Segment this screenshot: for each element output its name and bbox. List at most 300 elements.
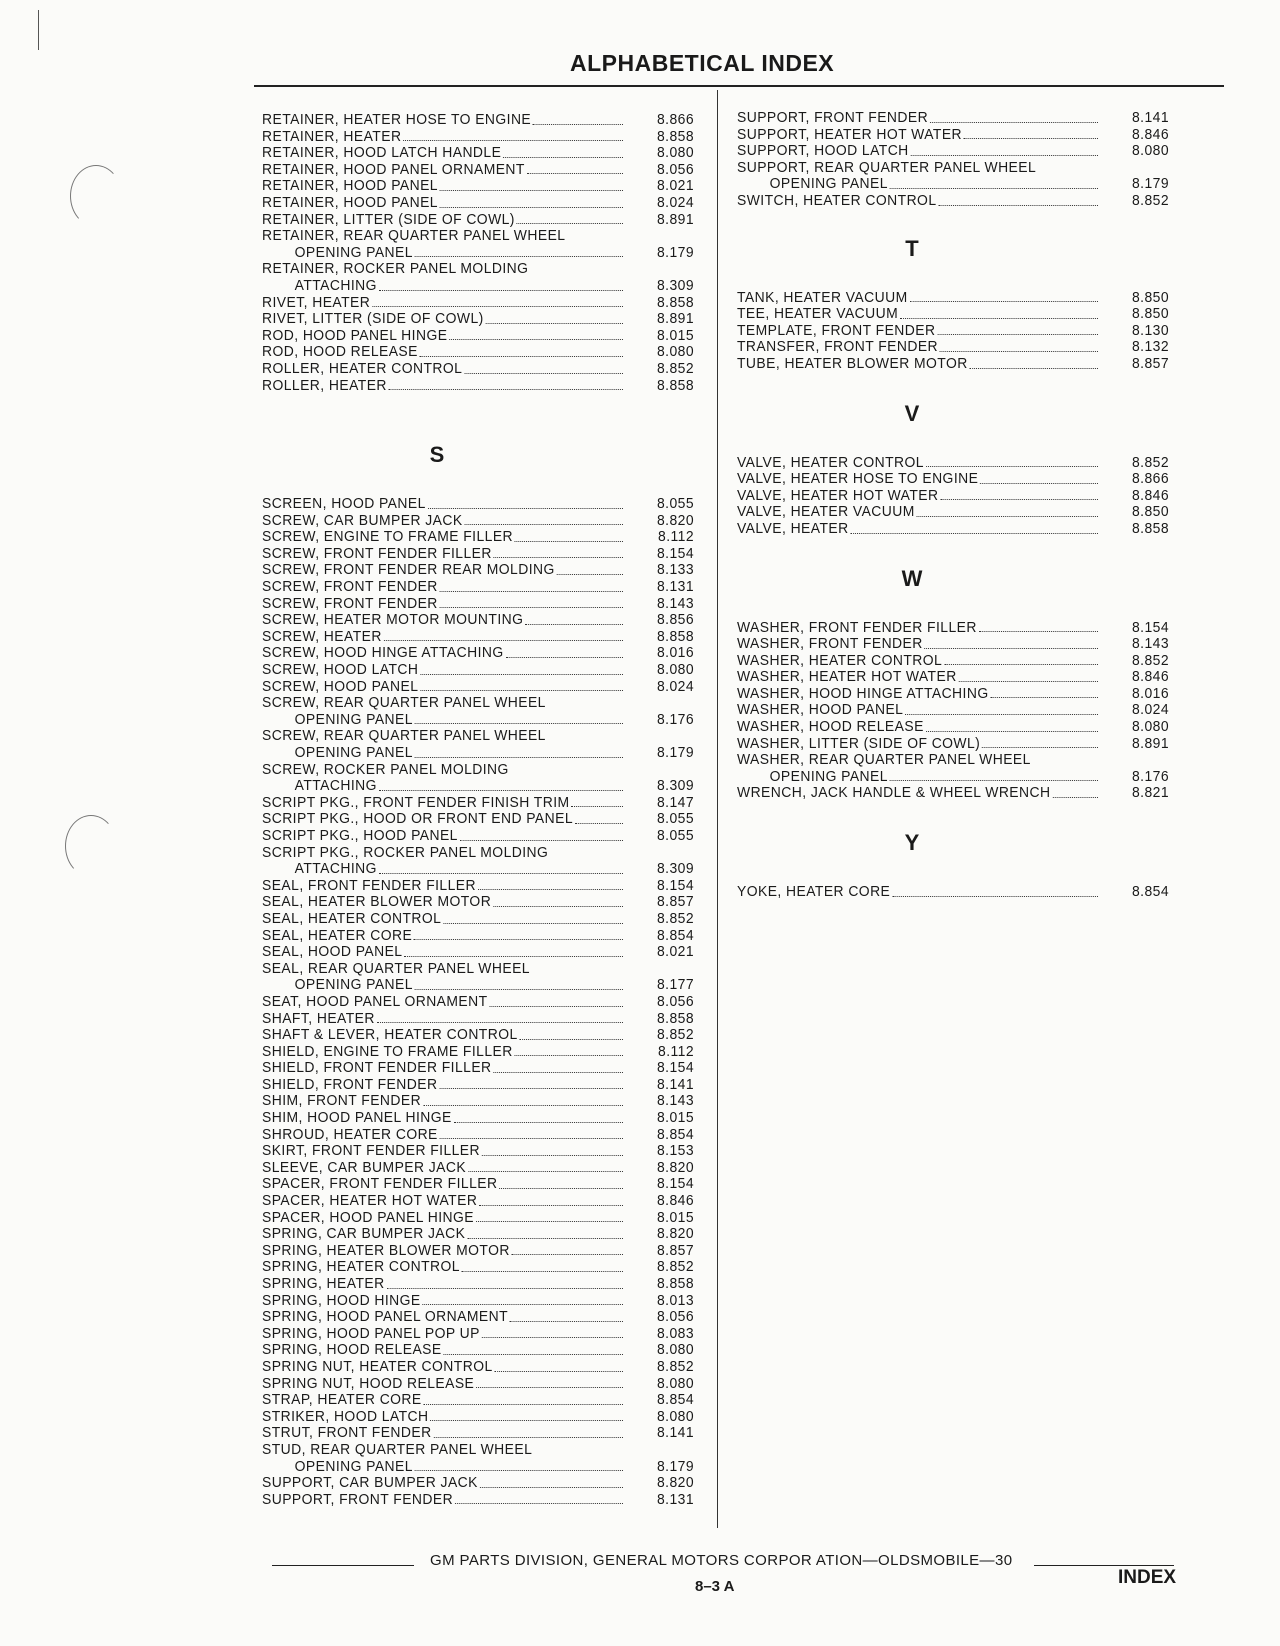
index-entry	[262, 778, 694, 795]
leader-dots	[415, 723, 623, 724]
entry-page-number: 8.858	[656, 377, 694, 394]
index-entry	[262, 328, 694, 345]
index-group	[737, 401, 1187, 538]
entry-page-number: 8.141	[656, 1425, 694, 1442]
leader-dots	[479, 1205, 623, 1206]
leader-dots	[480, 1487, 623, 1488]
leader-dots	[379, 790, 623, 791]
entry-page-number: 8.866	[656, 112, 694, 128]
entry-text: VALVE, HEATER	[737, 520, 849, 537]
leader-dots	[510, 1321, 623, 1322]
entry-page-number: 8.854	[656, 927, 694, 944]
index-group	[737, 566, 1187, 803]
entry-text: SCREW, CAR BUMPER JACK	[262, 512, 463, 529]
index-entry	[262, 1027, 694, 1044]
index-entry	[262, 546, 694, 563]
leader-dots	[443, 923, 623, 924]
entry-page-number: 8.846	[1131, 126, 1169, 143]
index-entry	[262, 1077, 694, 1094]
entry-text: WASHER, FRONT FENDER	[737, 636, 923, 653]
index-entry	[737, 504, 1169, 521]
leader-dots	[525, 624, 623, 625]
index-entry	[262, 1276, 694, 1293]
leader-dots	[911, 155, 1098, 156]
entry-text: SPRING, HOOD HINGE	[262, 1292, 421, 1309]
entry-page-number: 8.112	[658, 529, 694, 546]
entry-page-number: 8.141	[656, 1076, 694, 1093]
entry-page-number: 8.176	[656, 711, 694, 728]
entry-page-number: 8.021	[656, 178, 694, 195]
leader-dots	[493, 906, 623, 907]
leader-dots	[440, 1138, 623, 1139]
entry-text: SPRING, CAR BUMPER JACK	[262, 1226, 466, 1243]
entry-page-number: 8.858	[656, 1010, 694, 1027]
leader-dots	[464, 524, 622, 525]
scan-punch-hole-mark	[65, 815, 117, 877]
entry-page-number: 8.856	[656, 612, 694, 629]
index-entry	[737, 127, 1169, 144]
index-entry	[737, 636, 1169, 653]
entry-text: WASHER, HEATER HOT WATER	[737, 669, 957, 686]
leader-dots	[499, 1188, 623, 1189]
entry-page-number: 8.854	[656, 1126, 694, 1143]
entry-text: SHIM, FRONT FENDER	[262, 1093, 422, 1110]
index-entry	[262, 278, 694, 295]
entry-text: WASHER, FRONT FENDER FILLER	[737, 619, 977, 636]
entry-text: TEE, HEATER VACUUM	[737, 306, 899, 323]
entry-page-number: 8.112	[658, 1043, 694, 1060]
index-entry	[737, 110, 1169, 127]
entry-text: SCREW, FRONT FENDER REAR MOLDING	[262, 562, 555, 579]
entry-text: SPACER, HEATER HOT WATER	[262, 1193, 478, 1210]
leader-dots	[533, 124, 623, 125]
section-name: INDEX	[1118, 1567, 1177, 1588]
entry-page-number: 8.055	[656, 827, 694, 844]
index-entry	[262, 712, 694, 729]
entry-text: SPACER, HOOD PANEL HINGE	[262, 1209, 474, 1226]
index-entry	[262, 162, 694, 179]
entry-page-number: 8.820	[656, 512, 694, 529]
entry-page-number: 8.852	[656, 360, 694, 377]
entry-page-number: 8.154	[656, 545, 694, 562]
entry-text: SCRIPT PKG., ROCKER PANEL MOLDING	[262, 844, 549, 861]
leader-dots	[420, 674, 623, 675]
entry-page-number: 8.177	[656, 977, 694, 994]
index-entry	[262, 1492, 694, 1509]
entry-text: SEAT, HOOD PANEL ORNAMENT	[262, 993, 488, 1010]
entry-page-number: 8.024	[656, 678, 694, 695]
leader-dots	[424, 1404, 623, 1405]
entry-page-number: 8.080	[656, 344, 694, 361]
index-entry	[737, 521, 1169, 538]
entry-page-number: 8.021	[656, 944, 694, 961]
index-entry	[262, 1459, 694, 1476]
index-entry	[262, 961, 694, 978]
leader-dots	[940, 499, 1098, 500]
entry-text: VALVE, HEATER HOSE TO ENGINE	[737, 471, 979, 488]
entry-text: RETAINER, HOOD PANEL	[262, 178, 438, 195]
leader-dots	[494, 557, 623, 558]
entry-page-number: 8.016	[1131, 685, 1169, 702]
leader-dots	[372, 306, 623, 307]
entry-page-number: 8.854	[656, 1392, 694, 1409]
entry-text: RETAINER, LITTER (SIDE OF COWL)	[262, 211, 515, 228]
leader-dots	[476, 1387, 623, 1388]
entry-text: SPRING, HOOD RELEASE	[262, 1342, 442, 1359]
right-index-column	[737, 110, 1187, 901]
index-entry	[262, 1392, 694, 1409]
leader-dots	[503, 157, 623, 158]
leader-dots	[527, 173, 623, 174]
leader-dots	[440, 190, 623, 191]
index-entry	[262, 1110, 694, 1127]
entry-continuation: OPENING PANEL	[294, 977, 413, 994]
entry-text: RETAINER, REAR QUARTER PANEL WHEEL	[262, 228, 566, 245]
entry-text: RIVET, HEATER	[262, 294, 371, 311]
leader-dots	[379, 873, 623, 874]
index-entry	[262, 728, 694, 745]
entry-page-number: 8.133	[656, 562, 694, 579]
index-entry	[262, 1226, 694, 1243]
entry-page-number: 8.080	[656, 1342, 694, 1359]
entry-page-number: 8.147	[656, 794, 694, 811]
index-entry	[737, 884, 1169, 901]
entry-text: SCREW, HEATER MOTOR MOUNTING	[262, 612, 524, 629]
entry-page-number: 8.015	[656, 1209, 694, 1226]
entry-text: SLEEVE, CAR BUMPER JACK	[262, 1159, 467, 1176]
entry-text: SCREW, FRONT FENDER	[262, 595, 438, 612]
index-entry	[262, 878, 694, 895]
entry-text: STRIKER, HOOD LATCH	[262, 1408, 429, 1425]
leader-dots	[404, 956, 623, 957]
entry-continuation: ATTACHING	[294, 778, 377, 795]
entry-continuation: ATTACHING	[294, 861, 377, 878]
entry-page-number: 8.309	[656, 861, 694, 878]
entry-text: SUPPORT, HEATER HOT WATER	[737, 126, 963, 143]
index-entry	[262, 1425, 694, 1442]
leader-dots	[454, 1122, 623, 1123]
entry-text: SCRIPT PKG., HOOD OR FRONT END PANEL	[262, 811, 574, 828]
index-entry	[262, 828, 694, 845]
entry-page-number: 8.857	[1131, 355, 1169, 372]
entry-text: RETAINER, HOOD LATCH HANDLE	[262, 145, 502, 162]
index-entry	[737, 193, 1169, 210]
leader-dots	[434, 1437, 623, 1438]
leader-dots	[905, 714, 1098, 715]
index-entry	[262, 662, 694, 679]
entry-text: SHIM, HOOD PANEL HINGE	[262, 1110, 452, 1127]
index-group	[737, 110, 1187, 210]
leader-dots	[938, 205, 1098, 206]
leader-dots	[495, 1371, 623, 1372]
entry-text: RIVET, LITTER (SIDE OF COWL)	[262, 311, 484, 328]
index-entry	[262, 795, 694, 812]
index-entry	[737, 176, 1169, 193]
entry-page-number: 8.852	[1131, 454, 1169, 471]
index-entry	[262, 378, 694, 395]
leader-dots	[389, 389, 623, 390]
index-entry	[262, 1093, 694, 1110]
index-entry	[262, 145, 694, 162]
index-entry	[737, 339, 1169, 356]
entry-text: SPRING, HEATER	[262, 1276, 385, 1292]
index-entry	[262, 1326, 694, 1343]
entry-page-number: 8.891	[1131, 735, 1169, 752]
scan-punch-hole-mark	[70, 165, 122, 227]
entry-text: SHIELD, FRONT FENDER FILLER	[262, 1060, 492, 1077]
entry-page-number: 8.154	[656, 877, 694, 894]
leader-dots	[476, 1221, 623, 1222]
entry-page-number: 8.852	[656, 1259, 694, 1276]
leader-dots	[890, 780, 1098, 781]
index-entry	[262, 1243, 694, 1260]
entry-text: SCREW, FRONT FENDER FILLER	[262, 545, 492, 562]
index-entry	[737, 702, 1169, 719]
index-entry	[262, 1409, 694, 1426]
entry-page-number: 8.846	[656, 1193, 694, 1210]
section-letter: T	[905, 235, 919, 261]
section-letter: S	[429, 442, 445, 468]
index-entry	[262, 195, 694, 212]
index-entry	[262, 361, 694, 378]
entry-page-number: 8.850	[1131, 504, 1169, 521]
leader-dots	[890, 188, 1098, 189]
entry-text: SHIELD, FRONT FENDER	[262, 1076, 438, 1093]
index-entry	[262, 695, 694, 712]
entry-page-number: 8.153	[656, 1143, 694, 1160]
entry-page-number: 8.866	[1131, 471, 1169, 488]
entry-page-number: 8.080	[656, 1375, 694, 1392]
index-entry	[737, 719, 1169, 736]
entry-text: SPRING NUT, HEATER CONTROL	[262, 1358, 493, 1375]
footer-rule-right	[1034, 1565, 1174, 1566]
leader-dots	[464, 373, 623, 374]
leader-dots	[512, 1254, 623, 1255]
index-entry	[262, 1143, 694, 1160]
leader-dots	[493, 1072, 623, 1073]
entry-text: VALVE, HEATER VACUUM	[737, 504, 915, 521]
index-group	[737, 830, 1187, 901]
index-entry	[262, 1359, 694, 1376]
index-entry	[737, 356, 1169, 373]
entry-page-number: 8.024	[1131, 702, 1169, 719]
index-entry	[737, 455, 1169, 472]
entry-page-number: 8.015	[656, 327, 694, 344]
leader-dots	[925, 648, 1098, 649]
entry-text: SUPPORT, CAR BUMPER JACK	[262, 1475, 478, 1492]
leader-dots	[926, 731, 1098, 732]
entry-continuation: OPENING PANEL	[294, 745, 413, 761]
entry-page-number: 8.852	[656, 910, 694, 927]
leader-dots	[460, 840, 623, 841]
index-entry	[262, 745, 694, 762]
title-rule	[254, 85, 1224, 87]
leader-dots	[910, 301, 1098, 302]
index-entry	[737, 769, 1169, 786]
index-entry	[262, 911, 694, 928]
index-entry	[262, 295, 694, 312]
leader-dots	[462, 1271, 623, 1272]
index-entry	[262, 1475, 694, 1492]
entry-text: RETAINER, HEATER	[262, 128, 402, 145]
leader-dots	[1052, 797, 1098, 798]
entry-page-number: 8.852	[656, 1358, 694, 1375]
leader-dots	[926, 466, 1098, 467]
entry-text: TRANSFER, FRONT FENDER	[737, 339, 939, 356]
entry-page-number: 8.179	[1131, 176, 1169, 193]
entry-page-number: 8.821	[1131, 785, 1169, 802]
index-group	[262, 112, 712, 394]
leader-dots	[420, 356, 623, 357]
leader-dots	[415, 1470, 623, 1471]
entry-page-number: 8.176	[1131, 768, 1169, 785]
entry-continuation: OPENING PANEL	[294, 1458, 413, 1475]
index-entry	[262, 977, 694, 994]
leader-dots	[444, 1354, 623, 1355]
index-entry	[262, 1342, 694, 1359]
leader-dots	[478, 889, 623, 890]
leader-dots	[482, 1337, 623, 1338]
entry-page-number: 8.154	[656, 1176, 694, 1193]
leader-dots	[439, 1088, 623, 1089]
entry-text: SEAL, REAR QUARTER PANEL WHEEL	[262, 960, 530, 977]
leader-dots	[379, 290, 623, 291]
entry-text: SCRIPT PKG., HOOD PANEL	[262, 827, 458, 844]
entry-text: SCREW, HOOD HINGE ATTACHING	[262, 645, 504, 662]
entry-page-number: 8.309	[656, 778, 694, 795]
index-entry	[262, 579, 694, 596]
index-entry	[262, 645, 694, 662]
index-entry	[737, 736, 1169, 753]
leader-dots	[414, 939, 623, 940]
entry-text: SCREW, REAR QUARTER PANEL WHEEL	[262, 695, 546, 712]
left-index-column	[262, 112, 712, 1508]
entry-page-number: 8.858	[656, 1276, 694, 1292]
leader-dots	[557, 574, 623, 575]
entry-page-number: 8.850	[1131, 306, 1169, 323]
index-entry	[262, 311, 694, 328]
index-entry	[737, 143, 1169, 160]
leader-dots	[944, 664, 1098, 665]
entry-page-number: 8.179	[656, 244, 694, 261]
page-title: ALPHABETICAL INDEX	[570, 50, 835, 76]
entry-page-number: 8.891	[656, 211, 694, 228]
footer-rule-left	[272, 1565, 414, 1566]
entry-page-number: 8.083	[656, 1325, 694, 1342]
index-group	[262, 442, 712, 1508]
entry-page-number: 8.179	[656, 745, 694, 761]
entry-text: SHAFT, HEATER	[262, 1010, 375, 1027]
index-entry	[262, 1011, 694, 1028]
entry-text: SCREW, REAR QUARTER PANEL WHEEL	[262, 728, 546, 745]
leader-dots	[892, 896, 1098, 897]
entry-page-number: 8.858	[656, 628, 694, 645]
leader-dots	[420, 690, 623, 691]
leader-dots	[515, 541, 623, 542]
index-entry	[262, 112, 694, 129]
index-entry	[262, 845, 694, 862]
entry-text: RETAINER, ROCKER PANEL MOLDING	[262, 261, 529, 278]
leader-dots	[979, 631, 1098, 632]
index-entry	[262, 629, 694, 646]
index-entry	[737, 653, 1169, 670]
leader-dots	[440, 607, 623, 608]
leader-dots	[377, 1022, 623, 1023]
leader-dots	[917, 516, 1098, 517]
entry-page-number: 8.024	[656, 194, 694, 211]
entry-text: SCREW, ROCKER PANEL MOLDING	[262, 761, 509, 778]
leader-dots	[415, 256, 623, 257]
index-entry	[262, 513, 694, 530]
entry-text: SEAL, HEATER BLOWER MOTOR	[262, 894, 492, 911]
leader-dots	[506, 657, 623, 658]
index-entry	[262, 228, 694, 245]
entry-text: RETAINER, HEATER HOSE TO ENGINE	[262, 112, 532, 128]
entry-text: WASHER, HOOD PANEL	[737, 702, 904, 719]
leader-dots	[430, 1420, 623, 1421]
entry-text: SUPPORT, HOOD LATCH	[737, 143, 909, 160]
index-entry	[262, 1376, 694, 1393]
index-entry	[262, 129, 694, 146]
index-entry	[262, 1160, 694, 1177]
index-entry	[262, 1060, 694, 1077]
leader-dots	[991, 697, 1098, 698]
index-entry	[737, 290, 1169, 307]
entry-page-number: 8.854	[1131, 884, 1169, 901]
index-entry	[262, 1442, 694, 1459]
entry-page-number: 8.154	[656, 1060, 694, 1077]
leader-dots	[449, 339, 623, 340]
leader-dots	[455, 1503, 623, 1504]
index-entry	[262, 1309, 694, 1326]
entry-text: SWITCH, HEATER CONTROL	[737, 192, 937, 209]
index-entry	[737, 323, 1169, 340]
leader-dots	[468, 1171, 623, 1172]
leader-dots	[980, 483, 1098, 484]
entry-text: SHROUD, HEATER CORE	[262, 1126, 438, 1143]
entry-page-number: 8.015	[656, 1110, 694, 1127]
entry-page-number: 8.056	[656, 993, 694, 1010]
column-divider	[717, 90, 718, 1528]
leader-dots	[517, 223, 623, 224]
index-entry	[262, 1044, 694, 1061]
entry-text: SPACER, FRONT FENDER FILLER	[262, 1176, 498, 1193]
entry-page-number: 8.080	[656, 145, 694, 162]
entry-text: TEMPLATE, FRONT FENDER	[737, 322, 936, 339]
entry-text: SCREW, FRONT FENDER	[262, 579, 438, 596]
entry-continuation: OPENING PANEL	[769, 768, 888, 785]
index-entry	[262, 496, 694, 513]
entry-page-number: 8.857	[656, 894, 694, 911]
entry-page-number: 8.850	[1131, 289, 1169, 306]
entry-text: YOKE, HEATER CORE	[737, 884, 891, 901]
entry-text: WRENCH, JACK HANDLE & WHEEL WRENCH	[737, 785, 1051, 802]
entry-text: WASHER, REAR QUARTER PANEL WHEEL	[737, 752, 1031, 769]
entry-text: SPRING, HOOD PANEL POP UP	[262, 1325, 480, 1342]
leader-dots	[964, 138, 1098, 139]
section-letter: Y	[904, 830, 920, 856]
entry-page-number: 8.056	[656, 1309, 694, 1326]
entry-text: SCREW, HOOD LATCH	[262, 662, 419, 679]
entry-page-number: 8.309	[656, 277, 694, 294]
entry-text: WASHER, LITTER (SIDE OF COWL)	[737, 735, 981, 752]
index-entry	[262, 1293, 694, 1310]
entry-text: RETAINER, HOOD PANEL ORNAMENT	[262, 161, 525, 178]
entry-text: SUPPORT, REAR QUARTER PANEL WHEEL	[737, 159, 1037, 176]
index-entry	[262, 596, 694, 613]
leader-dots	[520, 1039, 623, 1040]
index-entry	[737, 752, 1169, 769]
